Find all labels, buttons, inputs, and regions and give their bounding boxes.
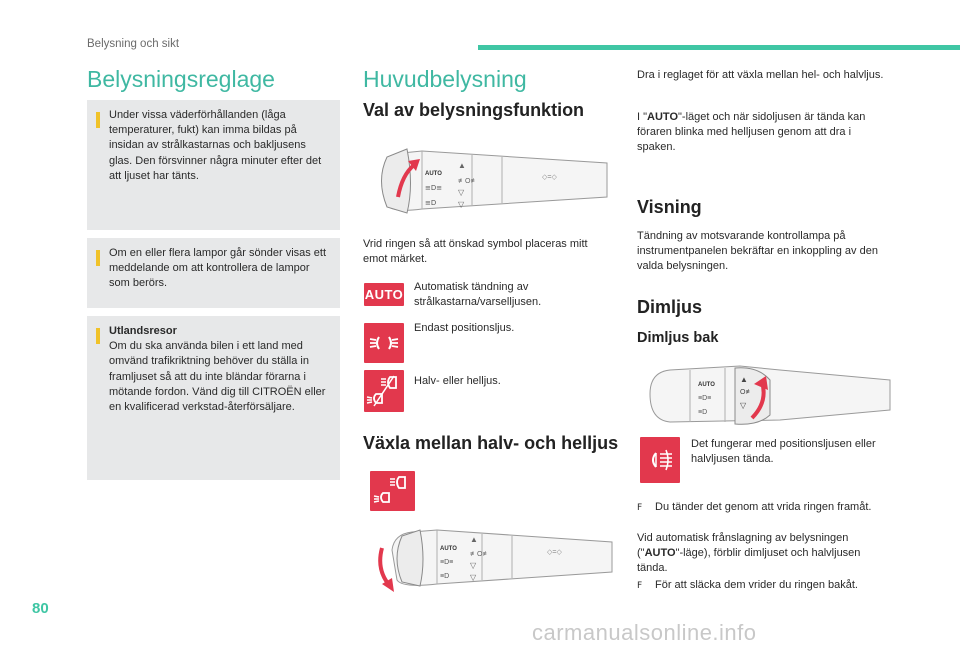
rear-fog-stalk-illustration	[640, 360, 895, 435]
svg-text:▲: ▲	[470, 535, 478, 544]
svg-text:◇=◇: ◇=◇	[542, 174, 557, 181]
step-turn-back: F För att släcka dem vrider du ringen bakåt.	[637, 578, 892, 594]
auto-mark: AUTO	[698, 382, 715, 388]
svg-text:≡D: ≡D	[698, 409, 708, 416]
subheading-switch-beam: Växla mellan halv- och helljus	[363, 433, 619, 453]
note-marker	[96, 328, 100, 344]
low-high-beam-icon	[364, 370, 404, 412]
note-box-condensation	[87, 100, 340, 230]
option-auto-text: Automatisk tändning av strålkastarna/varselljusen.	[414, 281, 542, 309]
low-high-beam-icon	[370, 471, 415, 511]
heading-dimljus-bak: Dimljus bak	[637, 330, 719, 346]
auto-inline: AUTO	[647, 111, 678, 123]
auto-mark: AUTO	[440, 546, 457, 552]
svg-text:≢O≢: ≢O≢	[470, 551, 490, 558]
note-box-foreign-travel	[87, 316, 340, 480]
svg-text:≡D: ≡D	[440, 573, 450, 580]
option-position-text: Endast positionsljus.	[414, 322, 515, 334]
bullet-symbol: F	[637, 503, 643, 513]
rear-fog-light-icon	[640, 437, 680, 483]
svg-text:▽: ▽	[458, 200, 465, 209]
svg-text:≡D≡: ≡D≡	[698, 395, 712, 402]
note-box-lamp-failure	[87, 238, 340, 308]
note-body: Om du ska använda bilen i ett land med omvänd trafikriktning behöver du ställa in framljuset så att du inte bländar förarna i mötande fordon. Vänd dig till CITROËN eller en kvalificerad verkstad-återförsäljare.	[109, 340, 326, 414]
note-marker	[96, 250, 100, 266]
svg-text:▽: ▽	[458, 188, 465, 197]
stalk-pull-illustration	[362, 520, 617, 600]
dimljus-bak-text: Det fungerar med positionsljusen eller halvljusen tända.	[691, 438, 876, 466]
header-accent-bar	[478, 45, 960, 50]
svg-text:▽: ▽	[470, 561, 477, 570]
svg-text:≢O≢: ≢O≢	[458, 178, 478, 185]
auto-shutoff-note: Vid automatisk frånslagning av belysningen ("AUTO"-läge), förblir dimljuset och halvljusen tända.	[637, 532, 861, 575]
svg-text:◇=◇: ◇=◇	[547, 549, 562, 556]
watermark: carmanualsonline.info	[532, 620, 757, 645]
auto-mark: AUTO	[425, 171, 442, 177]
running-header: Belysning och sikt	[87, 38, 180, 50]
visning-text: Tändning av motsvarande kontrollampa på instrumentpanelen bekräftar en inkoppling av den valda belysningen.	[637, 230, 878, 273]
svg-text:≡D≡: ≡D≡	[425, 184, 443, 192]
instruction-text: Vrid ringen så att önskad symbol placeras mitt emot märket.	[363, 238, 588, 266]
bullet-symbol: F	[637, 581, 643, 591]
page-number: 80	[32, 600, 49, 617]
svg-text:O≢: O≢	[740, 389, 753, 396]
light-stalk-illustration	[362, 135, 617, 235]
heading-visning: Visning	[637, 197, 702, 217]
position-lights-icon	[364, 323, 404, 363]
svg-text:▲: ▲	[458, 161, 466, 170]
note-text: Om en eller flera lampor går sönder visas ett meddelande om att kontrollera de lampor som berörs.	[109, 247, 327, 290]
section-title-huvudbelysning: Huvudbelysning	[363, 66, 527, 92]
auto-mode-icon	[364, 283, 404, 306]
auto-inline: AUTO	[644, 547, 676, 560]
note-text	[109, 324, 330, 415]
heading-dimljus: Dimljus	[637, 297, 703, 317]
auto-badge: AUTO	[364, 287, 404, 302]
note-marker	[96, 112, 100, 128]
svg-text:▲: ▲	[740, 375, 748, 384]
note-text: Under vissa väderförhållanden (låga temperaturer, fukt) kan imma bildas på insidan av strålkastarnas och bakljusens glas. Den försvinner några minuter efter det att ljuset har tänts.	[109, 109, 322, 182]
step-turn-forward: F Du tänder det genom att vrida ringen framåt.	[637, 500, 892, 516]
svg-text:≡D≡: ≡D≡	[440, 559, 454, 566]
note-title: Utlandsresor	[109, 325, 177, 337]
svg-text:▽: ▽	[740, 401, 747, 410]
paragraph-auto-flash: I "AUTO"-läget och när sidoljusen är tända kan föraren blinka med helljusen genom att dra i spaken.	[637, 111, 866, 154]
svg-text:≡D: ≡D	[425, 199, 437, 207]
option-beam-text: Halv- eller helljus.	[414, 375, 501, 387]
paragraph-pull-switch: Dra i reglaget för att växla mellan hel- och halvljus.	[637, 69, 884, 81]
subheading-select-function: Val av belysningsfunktion	[363, 100, 585, 120]
svg-text:▽: ▽	[470, 573, 477, 582]
section-title-belysningsreglage: Belysningsreglage	[87, 66, 275, 92]
